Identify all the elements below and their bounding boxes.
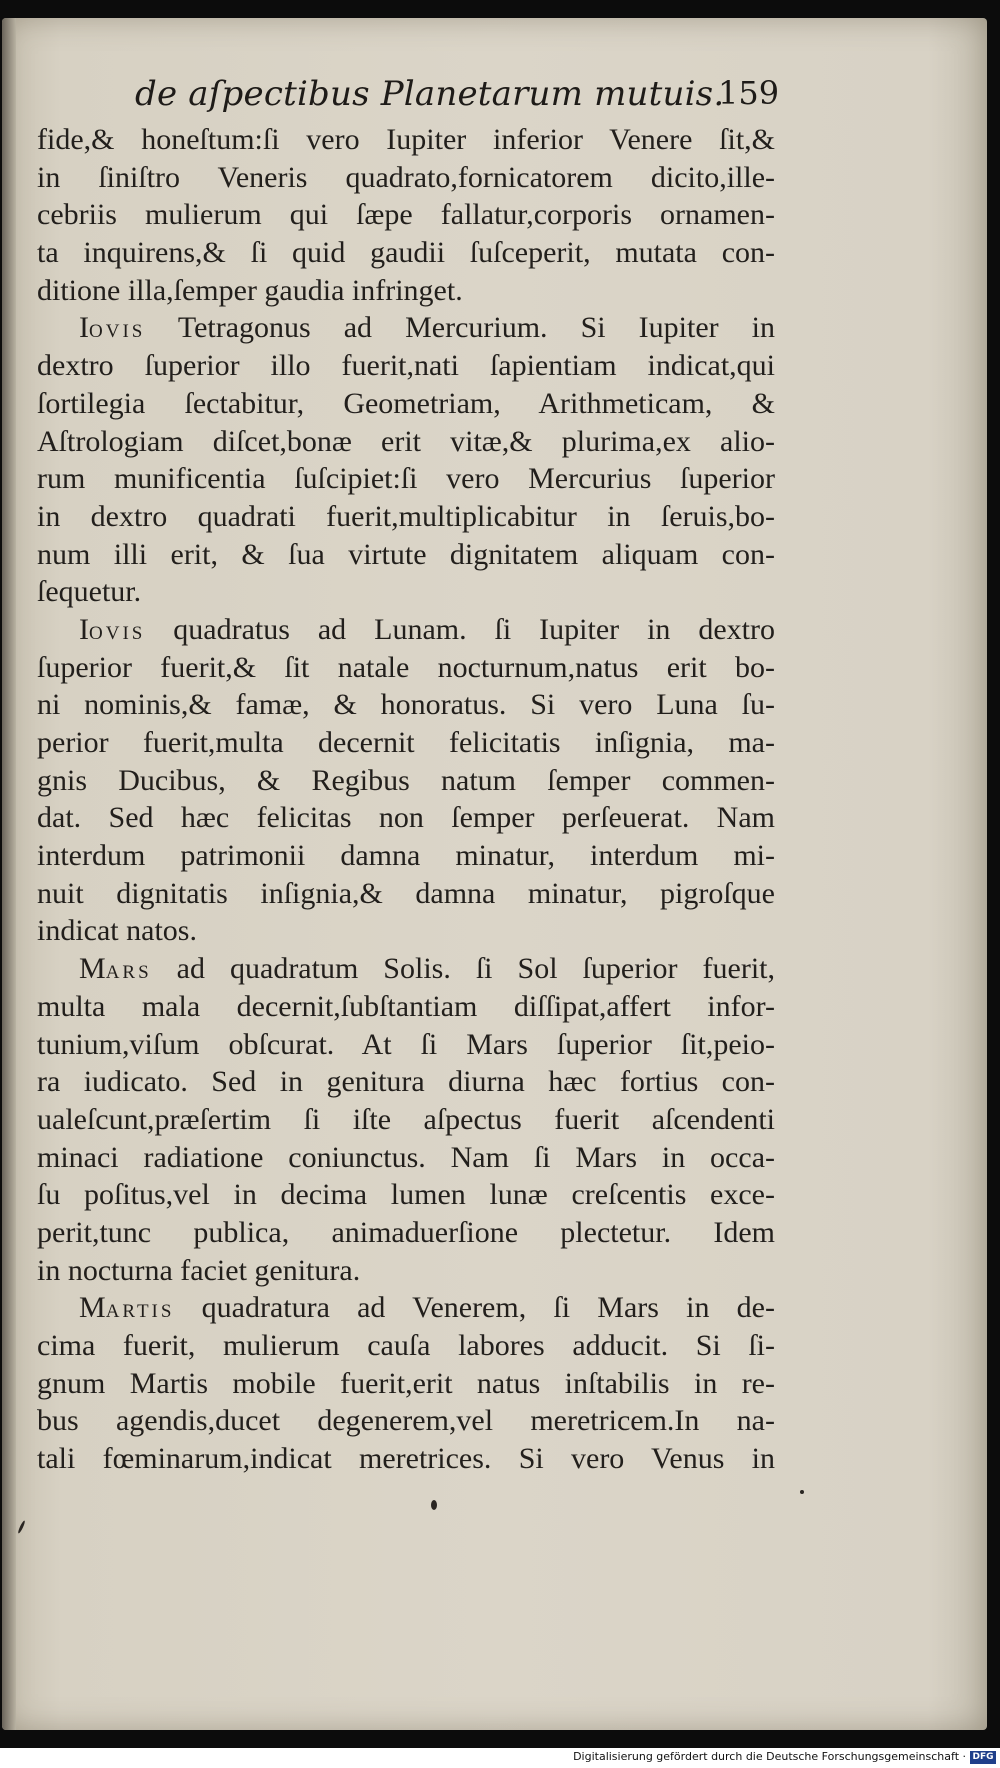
text-line: ta inquirens,& ſi quid gaudii ſuſceperit, mutata con- xyxy=(37,236,775,270)
text-line: minaci radiatione coniunctus. Nam ſi Mars in occa- xyxy=(37,1140,775,1174)
text-line: ſequetur. xyxy=(37,575,142,609)
text-line: dextro ſuperior illo fuerit,nati ſapientiam indicat,qui xyxy=(37,349,775,383)
dfg-logo-icon: DFG xyxy=(970,1751,996,1764)
digitization-footer xyxy=(0,1748,1000,1768)
text-line: num illi erit, & ſua virtute dignitatem aliquam con- xyxy=(37,537,775,571)
funding-credit: Digitalisierung gefördert durch die Deutsche Forschungsgemeinschaft · xyxy=(573,1750,966,1763)
text-line: ditione illa,ſemper gaudia infringet. xyxy=(37,273,463,307)
text-line: perit,tunc publica, animaduerſione plectetur. Idem xyxy=(37,1215,775,1249)
running-head: de aſpectibus Planetarum mutuis. xyxy=(135,74,725,114)
text-line: gnis Ducibus, & Regibus natum ſemper commen- xyxy=(37,763,775,797)
page-number: 159 xyxy=(718,74,780,112)
small-caps-word: IOVIS xyxy=(79,612,146,646)
text-line: ualeſcunt,præſertim ſi iſte aſpectus fuerit aſcendenti xyxy=(37,1102,775,1136)
text-line: cima fuerit, mulierum cauſa labores adducit. Si ſi- xyxy=(37,1329,775,1362)
small-caps-word: MARS xyxy=(79,952,152,986)
text-line: tali fœminarum,indicat meretrices. Si vero Venus in xyxy=(37,1442,775,1476)
text-line: ſortilegia ſectabitur, Geometriam, Arithmeticam, & xyxy=(37,386,775,420)
text-line: ſuperior fuerit,& ſit natale nocturnum,natus erit bo- xyxy=(37,650,775,684)
text-line: quadratus ad Lunam. ſi Iupiter in dextro xyxy=(173,612,775,646)
paragraph-start-iovis xyxy=(37,611,775,649)
text-line: cebriis mulierum qui ſæpe fallatur,corporis ornamen- xyxy=(37,198,775,232)
text-line: dat. Sed hæc felicitas non ſemper perſeuerat. Nam xyxy=(37,801,775,835)
text-line: tunium,viſum obſcurat. At ſi Mars ſuperior ſit,peio- xyxy=(37,1027,775,1061)
small-caps-word: IOVIS xyxy=(79,311,146,345)
text-line: interdum patrimonii damna minatur, interdum mi- xyxy=(37,839,775,873)
page-header xyxy=(0,72,1000,122)
text-line: indicat natos. xyxy=(37,914,197,948)
text-line: multa mala decernit,ſubſtantiam diſſipat,affert infor- xyxy=(37,989,775,1023)
ink-speck xyxy=(431,1500,437,1510)
small-caps-word: MARTIS xyxy=(79,1291,175,1325)
text-line: rum munificentia ſuſcipiet:ſi vero Mercurius ſuperior xyxy=(37,462,775,496)
paragraph-start-martis xyxy=(37,1289,775,1327)
ink-speck xyxy=(800,1490,804,1494)
text-line: ad quadratum Solis. ſi Sol ſuperior fuerit, xyxy=(176,952,775,986)
text-line: in ſiniſtro Veneris quadrato,fornicatorem dicito,ille- xyxy=(37,160,775,194)
text-line: ni nominis,& famæ, & honoratus. Si vero Luna ſu- xyxy=(37,688,775,722)
text-line: ſu poſitus,vel in decima lumen lunæ creſcentis exce- xyxy=(37,1178,775,1212)
body-text xyxy=(37,121,775,1478)
text-line: nuit dignitatis inſignia,& damna minatur, pigroſque xyxy=(37,876,775,910)
text-line: fide,& honeſtum:ſi vero Iupiter inferior Venere ſit,& xyxy=(37,123,775,156)
paragraph-start-iovis xyxy=(37,309,775,347)
text-line: ra iudicato. Sed in genitura diurna hæc fortius con- xyxy=(37,1065,775,1099)
text-line: bus agendis,ducet degenerem,vel meretricem.In na- xyxy=(37,1404,775,1438)
text-line: in nocturna faciet genitura. xyxy=(37,1253,361,1287)
paragraph-start-mars xyxy=(37,950,775,988)
small-caps-heading xyxy=(79,311,145,344)
text-line: Aſtrologiam diſcet,bonæ erit vitæ,& plurima,ex alio- xyxy=(37,424,775,458)
text-line: perior fuerit,multa decernit felicitatis inſignia, ma- xyxy=(37,726,775,759)
text-line: quadratura ad Venerem, ſi Mars in de- xyxy=(201,1291,775,1325)
text-line: Tetragonus ad Mercurium. Si Iupiter in xyxy=(177,311,775,345)
text-line: gnum Martis mobile fuerit,erit natus inſtabilis in re- xyxy=(37,1366,775,1400)
text-line: in dextro quadrati fuerit,multiplicabitur in ſeruis,bo- xyxy=(37,499,775,533)
